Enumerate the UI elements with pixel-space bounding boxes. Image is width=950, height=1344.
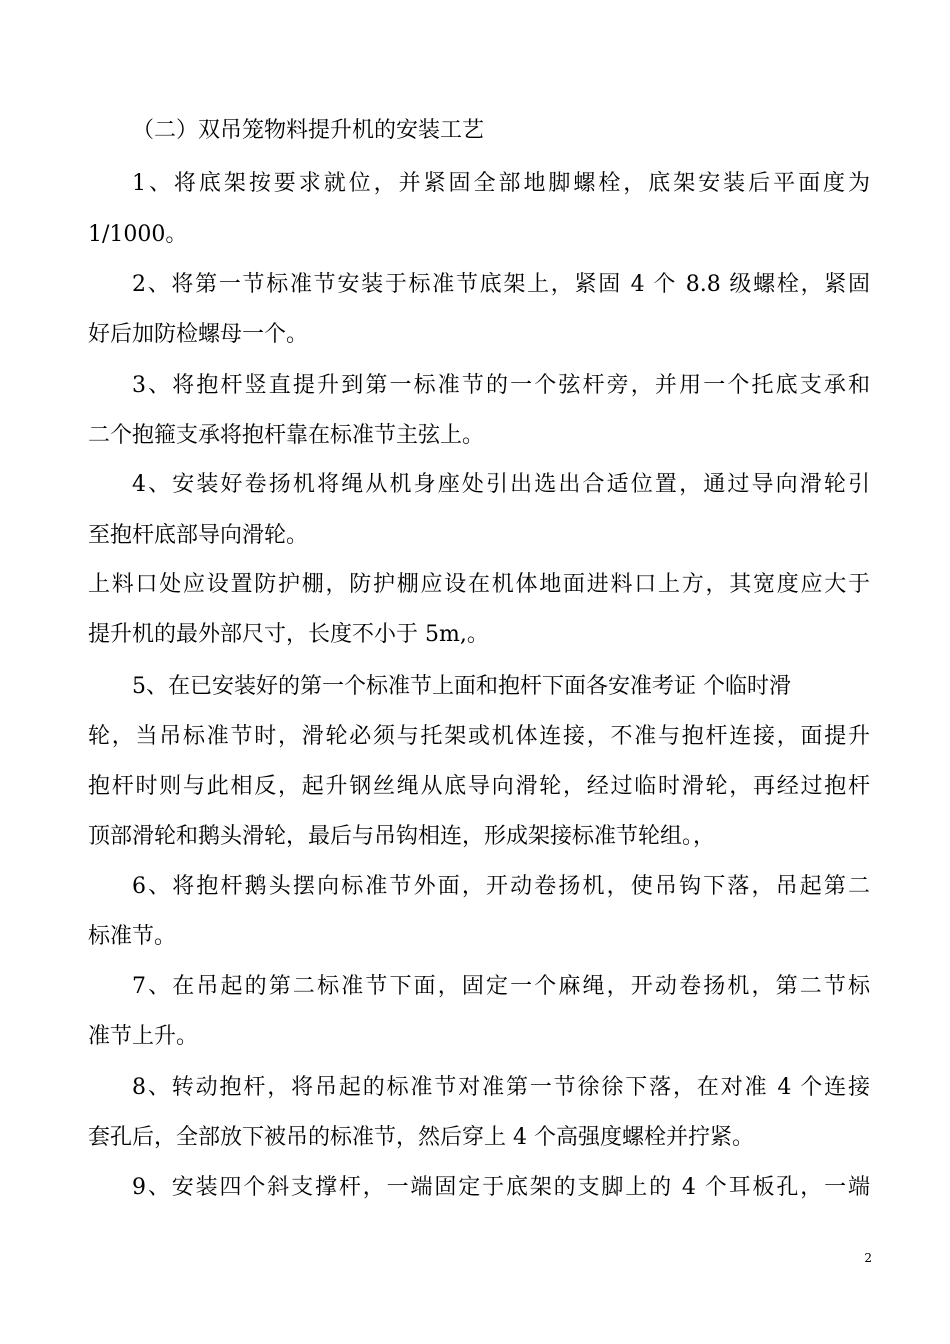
paragraph-line: 2、将第一节标准节安装于标准节底架上，紧固 4 个 8.8 级螺栓，紧固 — [132, 272, 870, 297]
page-number: 2 — [864, 1251, 872, 1265]
paragraph-line: 至抱杆底部导向滑轮。 — [88, 523, 309, 548]
paragraph-line: 4、安装好卷扬机将绳从机身座处引出选出合适位置，通过导向滑轮引 — [132, 472, 870, 497]
paragraph-line: 轮，当吊标准节时，滑轮必须与托架或机体连接，不准与抱杆连接，面提升 — [88, 724, 870, 749]
paragraph-line: 准节上升。 — [88, 1024, 199, 1049]
paragraph-line: 3、将抱杆竖直提升到第一标准节的一个弦杆旁，并用一个托底支承和 — [132, 373, 870, 398]
paragraph-line: 好后加防检螺母一个。 — [88, 322, 309, 347]
paragraph-line: 1、将底架按要求就位，并紧固全部地脚螺栓，底架安装后平面度为 — [132, 171, 870, 196]
paragraph-line: 二个抱箍支承将抱杆靠在标准节主弦上。 — [88, 423, 485, 448]
paragraph-line: 7、在吊起的第二标准节下面，固定一个麻绳，开动卷扬机，第二节标 — [132, 974, 870, 999]
paragraph-line: 6、将抱杆鹅头摆向标准节外面，开动卷扬机，使吊钩下落，吊起第二 — [132, 874, 870, 899]
paragraph-line: 提升机的最外部尺寸，长度不小于 5m,。 — [88, 622, 489, 647]
paragraph-line: 顶部滑轮和鹅头滑轮，最后与吊钩相连，形成架接标准节轮组。， — [88, 824, 716, 849]
section-heading: （二）双吊笼物料提升机的安装工艺 — [132, 118, 485, 143]
paragraph-line: 抱杆时则与此相反，起升钢丝绳从底导向滑轮，经过临时滑轮，再经过抱杆 — [88, 774, 870, 799]
paragraph-line: 9、安装四个斜支撑杆，一端固定于底架的支脚上的 4 个耳板孔，一端 — [132, 1175, 870, 1200]
paragraph-line: 上料口处应设置防护棚，防护棚应设在机体地面进料口上方，其宽度应大于 — [88, 572, 870, 597]
paragraph-line: 8、转动抱杆，将吊起的标准节对准第一节徐徐下落，在对准 4 个连接 — [132, 1075, 870, 1100]
paragraph-line: 5、在已安装好的第一个标准节上面和抱杆下面各安准考证 个临时滑 — [132, 674, 791, 699]
paragraph-line: 套孔后，全部放下被吊的标准节，然后穿上 4 个高强度螺栓并拧紧。 — [88, 1125, 754, 1150]
paragraph-line: 1/1000。 — [88, 222, 188, 247]
paragraph-line: 标准节。 — [88, 924, 177, 949]
